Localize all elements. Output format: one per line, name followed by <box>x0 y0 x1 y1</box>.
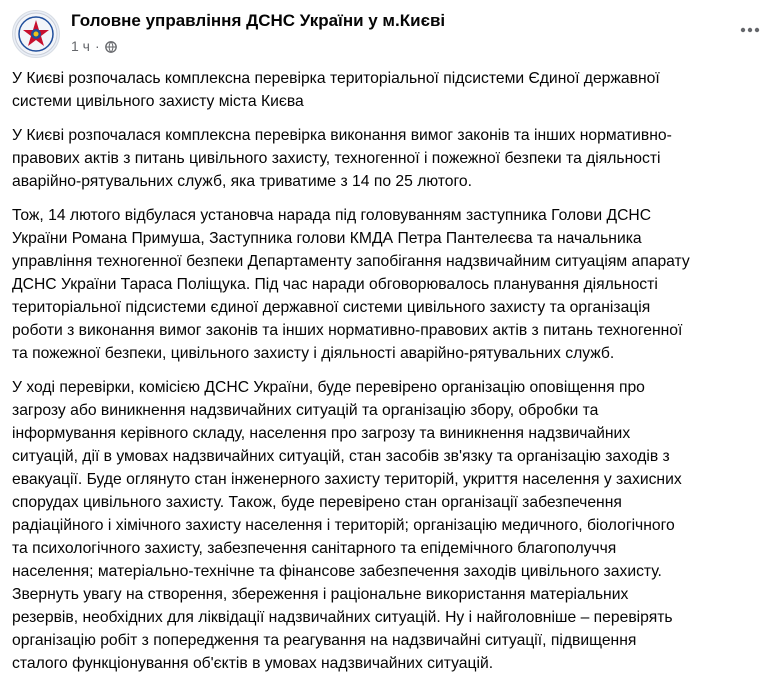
more-options-icon <box>740 27 760 33</box>
post-paragraph: У Києві розпочалась комплексна перевірка територіальної підсистеми Єдиної державної системи цивільного захисту міста Києва <box>12 70 660 110</box>
more-options-button[interactable] <box>732 12 768 48</box>
post-meta <box>71 38 117 54</box>
page-title[interactable]: Головне управління ДСНС України у м.Києві <box>71 11 446 30</box>
meta-separator: · <box>94 38 100 54</box>
post-paragraph: Тож, 14 лютого відбулася установча нарада під головуванням заступника Голови ДСНС України Романа Примуша, Заступника голови КМДА Петра Пантелеєва та начальника управління техногенної безпеки Департаменту запобігання надзвичайним ситуаціям апарату ДСНС України Тараса Поліщука. Під час наради обговорювалось планування діяльності територіальної підсистеми єдиної державної системи цивільного захисту та організація роботи з виконання вимог законів та інших нормативно-правових актів з питань техногенної та пожежної безпеки, цивільного захисту і діяльності аварійно-рятувальних служб. <box>12 207 690 362</box>
avatar[interactable] <box>12 10 60 58</box>
post-header <box>12 8 768 58</box>
post-timestamp[interactable]: 1 ч <box>71 38 90 54</box>
dsns-emblem-icon <box>13 11 59 57</box>
post-paragraph: У Києві розпочалася комплексна перевірка виконання вимог законів та інших нормативно- правових актів з питань цивільного захисту, техногенної і пожежної безпеки та діяльності аварійно-рятувальних служб, яка триватиме з 14 по 25 лютого. <box>12 127 672 190</box>
post-body <box>12 67 772 686</box>
globe-icon <box>105 40 117 52</box>
post-paragraph: У ході перевірки, комісією ДСНС України, буде перевірено організацію оповіщення про загрозу або виникнення надзвичайних ситуацій та організацію збору, обробки та інформування керівного складу, населення про загрозу та виникнення надзвичайних ситуацій, дії в умовах надзвичайних ситуацій, стан засобів зв'язку та організацію заходів з евакуації. Буде оглянуто стан інженерного захисту територій, укриття населення у захисних спорудах цивільного захисту. Також, буде перевірено стан організації забезпечення радіаційного і хімічного захисту населення і територій; організацію медичного, біологічного та психологічного захисту, забезпечення санітарного та епідемічного благополуччя населення; матеріально-технічне та фінансове забезпечення заходів цивільного захисту. Звернуть увагу на створення, збереження і раціональне використання матеріальних резервів, необхідних для ліквідації надзвичайних ситуацій. Ну і найголовніше – перевірять організацію робіт з попередження та реагування на надзвичайні ситуації, підвищення сталого функціонування об'єктів в умовах надзвичайних ситуацій. <box>12 379 682 672</box>
